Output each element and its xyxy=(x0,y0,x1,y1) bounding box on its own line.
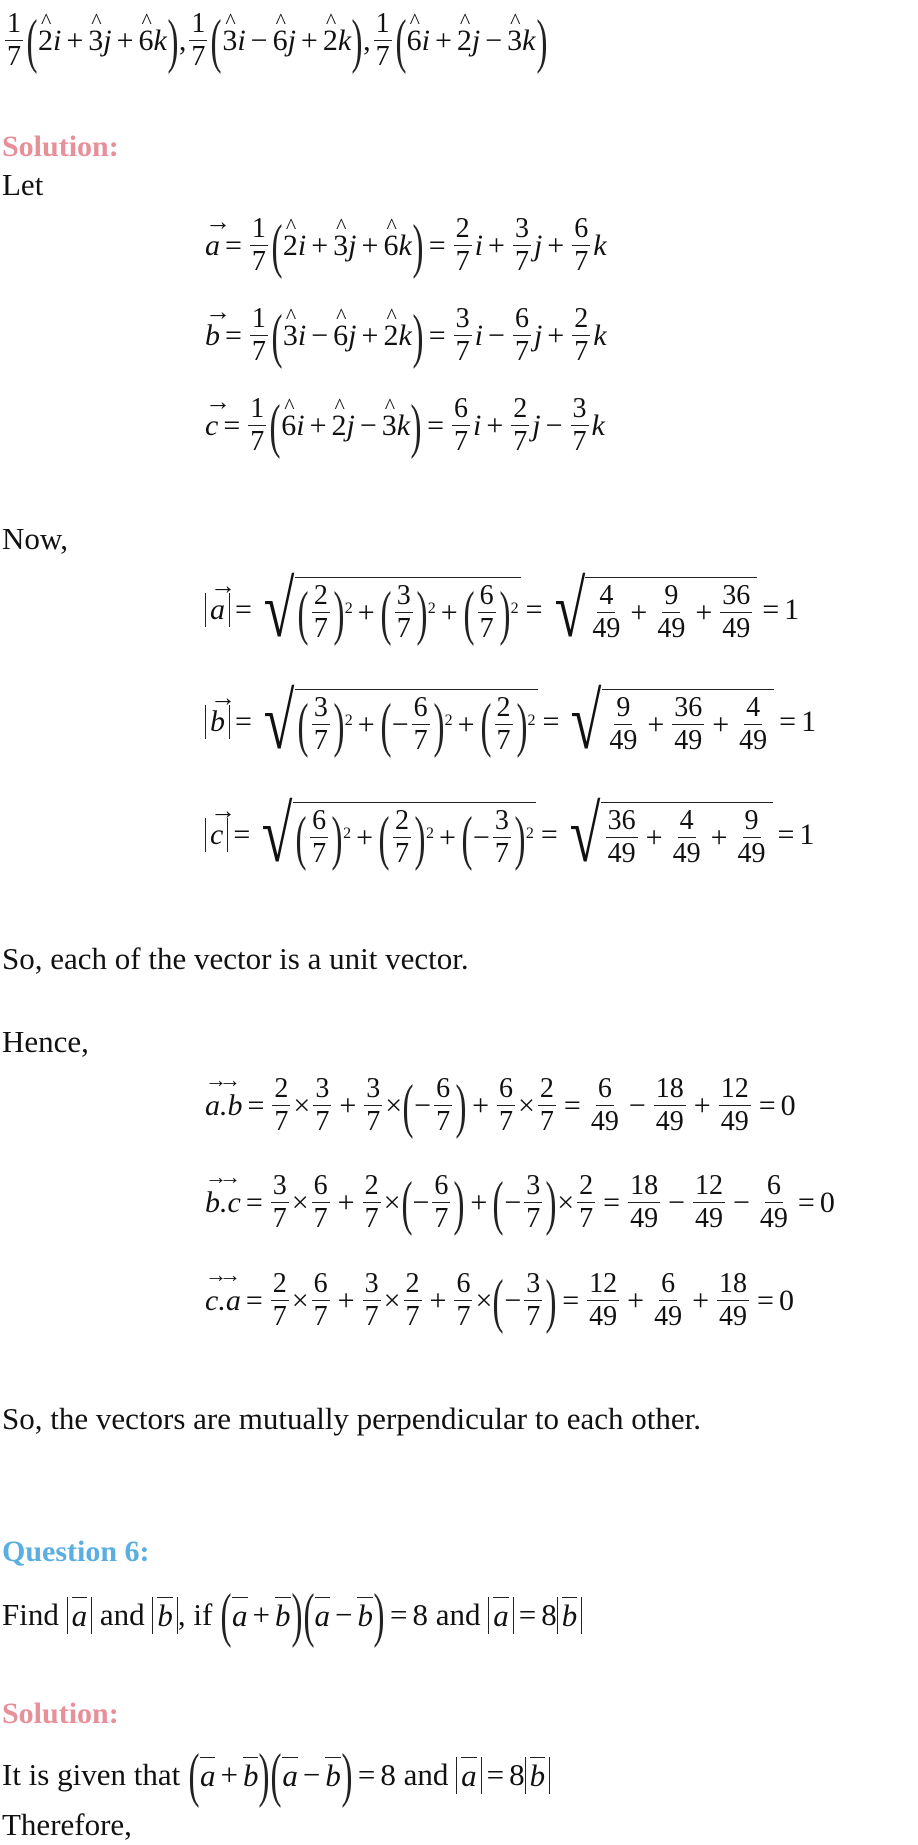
fraction: $\frac{1}{7}$ xyxy=(7,8,21,72)
dot-product-ab: →→ a.b = $\frac{2}{7}$ × $\frac{3}{7}$ + $\frac{3}{7}$ × ( − $\frac{6}{7}$ ) + $\frac{6}{7}$ × $\frac{2}{7}$ = $\frac{6}{49}$ − $\frac{18}{49}$ + $\frac{12}{49}$ = 0 xyxy=(205,1075,796,1136)
solution-2-heading: Solution: xyxy=(2,1697,119,1730)
magnitude-b: → b = √ ( $\frac{3}{7}$ ) $^2$ + ( − $\frac{6}{7}$ ) $^2$ + ( $\frac{2}{7}$ ) $^2$ = √ $\frac{9}{49}$ + $\frac{36}{49}$ + $\frac{4}{49}$ = 1 xyxy=(205,682,816,762)
given-text: It is given that ( a + b ) ( a − b ) = 8 and a = 8 b xyxy=(2,1745,550,1805)
magnitude-c: → c = √ ( $\frac{6}{7}$ ) $^2$ + ( $\frac{2}{7}$ ) $^2$ + ( − $\frac{3}{7}$ ) $^2$ = √ $\frac{36}{49}$ + $\frac{4}{49}$ + $\frac{9}{49}$ = 1 xyxy=(205,795,814,875)
question-6-text: Find a and b , if ( a + b ) ( a − b ) = 8 and a = 8 b xyxy=(2,1585,582,1645)
perpendicular-conclusion: So, the vectors are mutually perpendicular to each other. xyxy=(2,1401,701,1436)
dot-product-bc: →→ b.c = $\frac{3}{7}$ × $\frac{6}{7}$ + $\frac{2}{7}$ × ( − $\frac{6}{7}$ ) + ( − $\frac{3}{7}$ ) × $\frac{2}{7}$ = $\frac{18}{49}$ − $\frac{12}{49}$ − $\frac{6}{49}$ = 0 xyxy=(205,1172,835,1233)
magnitude-a: → a = √ ( $\frac{2}{7}$ ) $^2$ + ( $\frac{3}{7}$ ) $^2$ + ( $\frac{6}{7}$ ) $^2$ = √ $\frac{4}{49}$ + $\frac{9}{49}$ + $\frac{36}{49}$ = 1 xyxy=(205,570,799,650)
question-vectors-line: $\frac{1}{7}$ ( ^ 2 i + ^ 3 j + ^ 6 k ) , $\frac{1}{7}$ ( ^ 3 i − ^ 6 j + ^ 2 k ) , $\frac{1}{7}$ ( ^ 6 i + ^ 2 j − ^ 3 k ) xyxy=(2,10,547,71)
vector-c-definition: → c = $\frac{1}{7}$ ( ^ 6 i + ^ 2 j − ^ 3 k ) = $\frac{6}{7}$ i + $\frac{2}{7}$ j − $\frac{3}{7}$ k xyxy=(205,395,605,456)
question-6-heading: Question 6: xyxy=(2,1535,150,1568)
vector-a-definition: → a = $\frac{1}{7}$ ( ^ 2 i + ^ 3 j + ^ 6 k ) = $\frac{2}{7}$ i + $\frac{3}{7}$ j + $\frac{6}{7}$ k xyxy=(205,215,607,276)
vector-b-definition: → b = $\frac{1}{7}$ ( ^ 3 i − ^ 6 j + ^ 2 k ) = $\frac{3}{7}$ i − $\frac{6}{7}$ j + $\frac{2}{7}$ k xyxy=(205,305,607,366)
let-text: Let xyxy=(2,167,44,202)
now-text: Now, xyxy=(2,521,69,556)
dot-product-ca: →→ c.a = $\frac{2}{7}$ × $\frac{6}{7}$ + $\frac{3}{7}$ × $\frac{2}{7}$ + $\frac{6}{7}$ × ( − $\frac{3}{7}$ ) = $\frac{12}{49}$ + $\frac{6}{49}$ + $\frac{18}{49}$ = 0 xyxy=(205,1270,794,1331)
therefore-text: Therefore, xyxy=(2,1807,132,1842)
hence-text: Hence, xyxy=(2,1024,89,1059)
solution-heading: Solution: xyxy=(2,130,119,163)
unit-vector-statement: So, each of the vector is a unit vector. xyxy=(2,941,469,976)
